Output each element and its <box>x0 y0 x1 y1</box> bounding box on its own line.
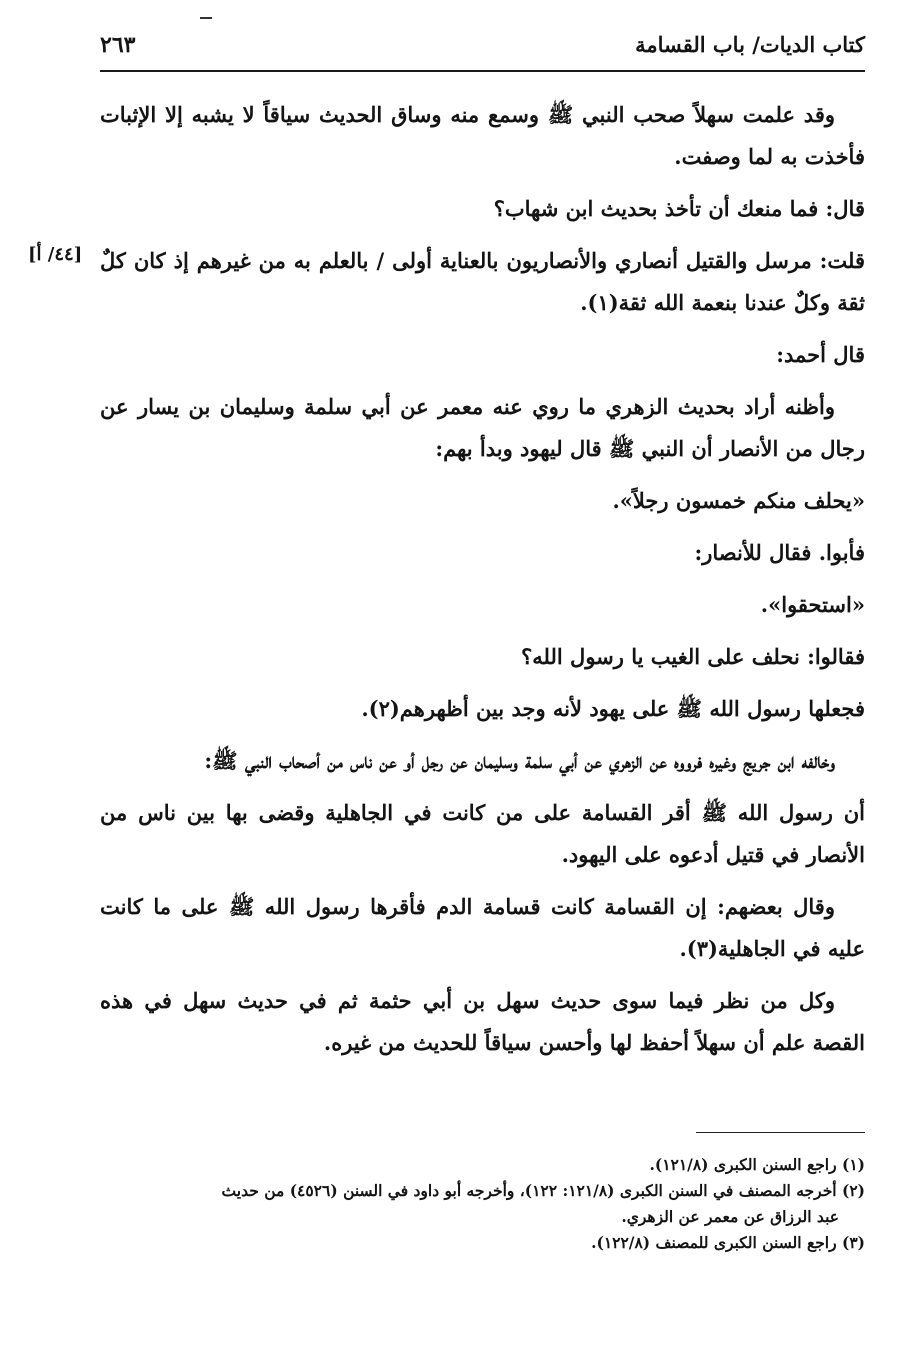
footnote-1: (١) راجع السنن الكبرى (١٢١/٨). <box>649 1155 865 1174</box>
paragraph: وأظنه أراد بحديث الزهري ما روي عنه معمر عن أبي سلمة وسليمان بن يسار عن رجال من الأنصار أن النبي ﷺ قال ليهود وبدأ بهم: <box>100 394 865 461</box>
main-text <box>100 94 865 1074</box>
running-title: كتاب الديات/ باب القسامة <box>635 32 865 57</box>
footnote-3: (٣) راجع السنن الكبرى للمصنف (١٢٢/٨). <box>591 1233 865 1252</box>
paragraph: فقالوا: نحلف على الغيب يا رسول الله؟ <box>521 644 865 669</box>
paragraph: فأبوا. فقال للأنصار: <box>694 540 865 565</box>
scan-mark <box>200 17 212 19</box>
paragraph: «استحقوا». <box>760 592 865 617</box>
paragraph: «يحلف منكم خمسون رجلاً». <box>612 488 865 513</box>
paragraph: قلت: مرسل والقتيل أنصاري والأنصاريون بالعناية أولى / بالعلم به من غيرهم إذ كان كلٌ ثقة وكلٌ عندنا بنعمة الله ثقة(١). <box>100 248 865 315</box>
paragraph: قال: فما منعك أن تأخذ بحديث ابن شهاب؟ <box>493 196 865 221</box>
paragraph: فجعلها رسول الله ﷺ على يهود لأنه وجد بين أظهرهم(٢). <box>361 696 865 721</box>
paragraph: وقال بعضهم: إن القسامة كانت قسامة الدم فأقرها رسول الله ﷺ على ما كانت عليه في الجاهلية(٣). <box>100 894 865 961</box>
page-header <box>100 30 865 72</box>
footnote-2: (٢) أخرجه المصنف في السنن الكبرى (١٢١/٨: ١٢٢)، وأخرجه أبو داود في السنن (٤٥٢٦) من حديث <box>221 1181 865 1200</box>
paragraph: وخالفه ابن جريج وغيره فرووه عن الزهري عن أبي سلمة وسليمان عن رجل أو عن ناس من أصحاب النبي ﷺ: <box>204 748 835 773</box>
footnotes <box>100 1152 865 1256</box>
paragraph: وكل من نظر فيما سوى حديث سهل بن أبي حثمة ثم في حديث سهل في هذه القصة علم أن سهلاً أحفظ لها وأحسن سياقاً للحديث من غيره. <box>100 988 865 1055</box>
margin-folio-note: [٤٤/ أ] <box>28 244 83 265</box>
footnote-2-continuation: عبد الرزاق عن معمر عن الزهري. <box>621 1207 839 1226</box>
paragraph: قال أحمد: <box>776 342 865 367</box>
page-number: ٢٦٣ <box>100 32 136 58</box>
paragraph: أن رسول الله ﷺ أقر القسامة على من كانت في الجاهلية وقضى بها بين ناس من الأنصار في قتيل أدعوه على اليهود. <box>100 800 865 867</box>
paragraph: وقد علمت سهلاً صحب النبي ﷺ وسمع منه وساق الحديث سياقاً لا يشبه إلا الإثبات فأخذت به لما وصفت. <box>100 102 865 169</box>
footnote-separator <box>696 1132 865 1133</box>
